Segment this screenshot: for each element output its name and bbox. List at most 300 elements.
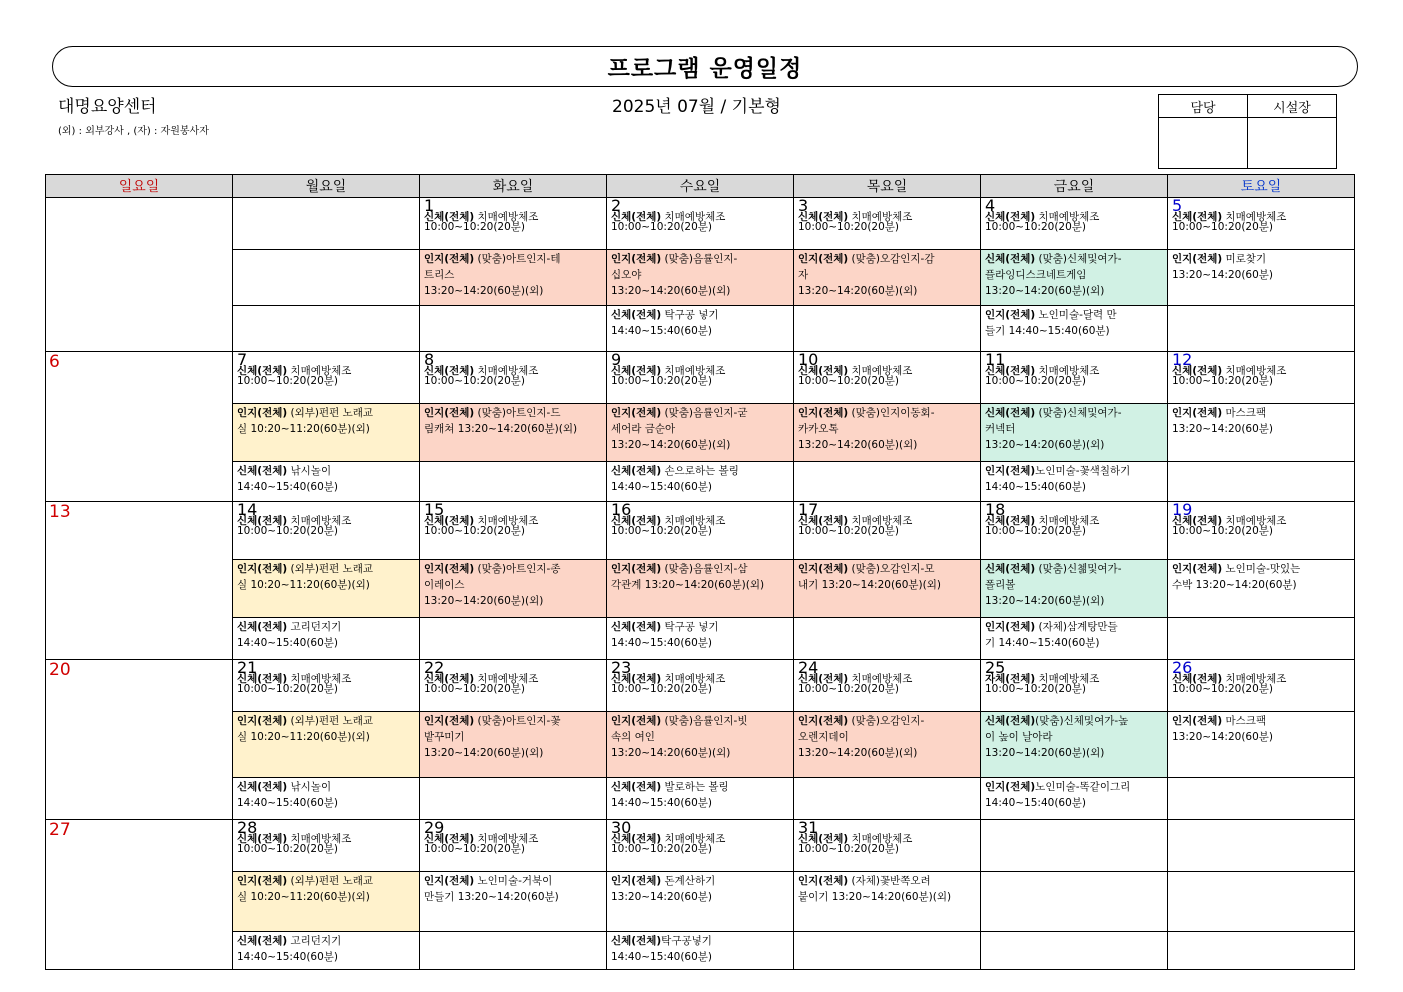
- activity-time: 10:00~10:20(20분): [237, 683, 339, 695]
- activity-title: (맞춤)아트인지-테: [474, 253, 561, 265]
- day-slot-cell: [420, 306, 607, 352]
- weekday-thursday: 목요일: [794, 175, 981, 198]
- activity-tag: 신체(전체): [611, 621, 662, 633]
- activity-tag: 신체(전체): [985, 715, 1036, 727]
- program-activity: [424, 561, 603, 577]
- activity-tag: 인지(전체): [424, 875, 475, 887]
- calendar-row: [46, 462, 1355, 502]
- day-slot-cell: [794, 618, 981, 660]
- activity-detail: 림캐쳐 13:20~14:20(60분)(외): [424, 423, 578, 435]
- sunday-cell: [46, 660, 233, 820]
- day-slot-cell: [794, 306, 981, 352]
- program-activity: [985, 619, 1164, 635]
- program-activity: [237, 713, 416, 729]
- activity-detail: 13:20~14:20(60분)(외): [985, 747, 1105, 759]
- day-slot-cell: [1168, 820, 1355, 872]
- activity-title: 치매예방체조: [1035, 673, 1100, 685]
- activity-title: 노인미술-꽃색칠하기: [1035, 465, 1131, 477]
- activity-tag: 신체(전체): [611, 935, 662, 947]
- activity-title: 고리던지기: [287, 621, 342, 633]
- activity-title: 치매예방체조: [848, 365, 913, 377]
- day-slot-cell: [981, 352, 1168, 404]
- activity-tag: 자체(전체): [985, 673, 1036, 685]
- activity-title: 탁구공 넣기: [661, 309, 719, 321]
- approval-sign-manager[interactable]: [1159, 118, 1248, 169]
- activity-tag: 인지(전체): [237, 715, 288, 727]
- day-slot-cell: [1168, 618, 1355, 660]
- activity-detail: 13:20~14:20(60분): [611, 891, 713, 903]
- day-slot-cell: [233, 872, 420, 932]
- activity-title: 치매예방체조: [287, 365, 352, 377]
- day-slot-cell: [607, 660, 794, 712]
- activity-detail: 14:40~15:40(60분): [611, 637, 713, 649]
- activity-tag: 인지(전체): [798, 563, 849, 575]
- activity-tag: 인지(전체): [611, 407, 662, 419]
- activity-detail: 이레이스: [424, 579, 465, 591]
- activity-title: (맞춤)오감인지-감: [848, 253, 935, 265]
- activity-tag: 신체(전체): [985, 563, 1036, 575]
- program-activity: [237, 933, 416, 949]
- activity-tag: 인지(전체): [237, 407, 288, 419]
- activity-tag: 인지(전체): [237, 563, 288, 575]
- day-slot-cell: [420, 352, 607, 404]
- activity-tag: 인지(전체): [798, 253, 849, 265]
- activity-tag: 인지(전체): [798, 407, 849, 419]
- day-slot-cell: [607, 352, 794, 404]
- activity-detail: 13:20~14:20(60분)(외): [424, 285, 544, 297]
- activity-detail: 13:20~14:20(60분)(외): [798, 439, 918, 451]
- activity-title: 손으로하는 볼링: [661, 465, 739, 477]
- activity-title: (자체)꽃반쪽오려: [848, 875, 931, 887]
- day-slot-cell: [607, 618, 794, 660]
- day-number: 26: [1172, 659, 1193, 677]
- program-activity: [424, 405, 603, 421]
- activity-tag: 신체(전체): [611, 781, 662, 793]
- calendar-row: [46, 352, 1355, 404]
- program-activity: [611, 933, 790, 949]
- activity-title: 낚시놀이: [287, 781, 332, 793]
- activity-detail: 트리스: [424, 269, 455, 281]
- day-slot-cell: [981, 820, 1168, 872]
- day-slot-cell: [1168, 660, 1355, 712]
- activity-title: 치매예방체조: [661, 211, 726, 223]
- activity-detail: 만들기 13:20~14:20(60분): [424, 891, 559, 903]
- activity-time: 10:00~10:20(20분): [985, 375, 1087, 387]
- day-slot-cell: [420, 198, 607, 250]
- activity-detail: 실 10:20~11:20(60분)(외): [237, 579, 370, 591]
- calendar-row: [46, 502, 1355, 560]
- activity-detail: 13:20~14:20(60분)(외): [798, 285, 918, 297]
- day-slot-cell: [794, 712, 981, 778]
- activity-title: (맞춤)음률인지-빗: [661, 715, 748, 727]
- program-activity: [237, 405, 416, 421]
- program-activity: [798, 251, 977, 267]
- sunday-cell: [46, 198, 233, 352]
- day-slot-cell: [1168, 932, 1355, 970]
- activity-title: 치매예방체조: [661, 515, 726, 527]
- activity-time: 10:00~10:20(20분): [985, 683, 1087, 695]
- activity-tag: 신체(전체): [237, 673, 288, 685]
- activity-detail: 14:40~15:40(60분): [237, 951, 339, 963]
- activity-tag: 신체(전체): [424, 365, 475, 377]
- activity-detail: 폴리볼: [985, 579, 1016, 591]
- schedule-period: 2025년 07월 / 기본형: [612, 97, 781, 117]
- day-slot-cell: [981, 872, 1168, 932]
- calendar-row: [46, 250, 1355, 306]
- activity-detail: 13:20~14:20(60분): [1172, 269, 1274, 281]
- day-slot-cell: [420, 778, 607, 820]
- program-activity: [798, 561, 977, 577]
- approval-label-director: 시설장: [1248, 95, 1337, 118]
- activity-detail: 14:40~15:40(60분): [237, 637, 339, 649]
- activity-detail: 밭꾸미기: [424, 731, 465, 743]
- activity-detail: 13:20~14:20(60분)(외): [424, 747, 544, 759]
- weekday-friday: 금요일: [981, 175, 1168, 198]
- day-number: 31: [798, 819, 819, 837]
- activity-detail: 실 10:20~11:20(60분)(외): [237, 731, 370, 743]
- day-slot-cell: [420, 250, 607, 306]
- activity-tag: 인지(전체): [424, 407, 475, 419]
- day-slot-cell: [233, 352, 420, 404]
- activity-detail: 각관계 13:20~14:20(60분)(외): [611, 579, 765, 591]
- activity-time: 10:00~10:20(20분): [985, 525, 1087, 537]
- activity-detail: 내기 13:20~14:20(60분)(외): [798, 579, 941, 591]
- activity-tag: 신체(전체): [985, 253, 1036, 265]
- activity-detail: 실 10:20~11:20(60분)(외): [237, 423, 370, 435]
- program-activity: [985, 779, 1164, 795]
- activity-title: (맞춤)아트인지-드: [474, 407, 561, 419]
- day-slot-cell: [1168, 462, 1355, 502]
- activity-tag: 신체(전체): [424, 211, 475, 223]
- approval-label-manager: 담당: [1159, 95, 1248, 118]
- day-number: 14: [237, 501, 258, 519]
- day-slot-cell: [981, 502, 1168, 560]
- day-slot-cell: [420, 462, 607, 502]
- day-slot-cell: [607, 502, 794, 560]
- day-slot-cell: [607, 872, 794, 932]
- day-slot-cell: [1168, 250, 1355, 306]
- day-slot-cell: [981, 932, 1168, 970]
- calendar-row: [46, 660, 1355, 712]
- day-slot-cell: [607, 404, 794, 462]
- calendar-row: [46, 404, 1355, 462]
- activity-tag: 신체(전체): [985, 407, 1036, 419]
- activity-title: (외부)펀펀 노래교: [287, 563, 374, 575]
- activity-title: (맞춤)신체및여가-: [1035, 253, 1122, 265]
- activity-title: 노인미술-맛있는: [1222, 563, 1301, 575]
- activity-time: 10:00~10:20(20분): [424, 843, 526, 855]
- activity-time: 10:00~10:20(20분): [424, 683, 526, 695]
- day-number: 30: [611, 819, 632, 837]
- day-slot-cell: [981, 618, 1168, 660]
- activity-detail: 커넥터: [985, 423, 1016, 435]
- activity-tag: 신체(전체): [985, 365, 1036, 377]
- activity-tag: 신체(전체): [985, 515, 1036, 527]
- day-slot-cell: [233, 404, 420, 462]
- day-number: 15: [424, 501, 445, 519]
- program-activity: [611, 405, 790, 421]
- sunday-cell: [46, 352, 233, 502]
- day-number: 19: [1172, 501, 1193, 519]
- activity-title: 돈계산하기: [661, 875, 716, 887]
- approval-sign-director[interactable]: [1248, 118, 1337, 169]
- page-title: 프로그램 운영일정: [52, 46, 1358, 87]
- activity-title: (외부)펀펀 노래교: [287, 715, 374, 727]
- day-number: 11: [985, 351, 1006, 369]
- day-slot-cell: [794, 932, 981, 970]
- day-slot-cell: [794, 560, 981, 618]
- day-number: 12: [1172, 351, 1193, 369]
- day-slot-cell: [1168, 352, 1355, 404]
- activity-detail: 14:40~15:40(60분): [611, 481, 713, 493]
- program-activity: [985, 713, 1164, 729]
- activity-tag: 인지(전체): [424, 715, 475, 727]
- day-slot-cell: [981, 404, 1168, 462]
- activity-title: (자체)삼계탕만들: [1035, 621, 1118, 633]
- activity-tag: 신체(전체): [611, 673, 662, 685]
- day-slot-cell: [420, 872, 607, 932]
- activity-title: 치매예방체조: [287, 673, 352, 685]
- activity-title: (맞춤)오감인지-모: [848, 563, 935, 575]
- calendar-row: [46, 778, 1355, 820]
- center-name: 대명요양센터: [58, 97, 157, 117]
- day-slot-cell: [420, 502, 607, 560]
- day-slot-cell: [981, 660, 1168, 712]
- activity-title: 마스크팩: [1222, 407, 1267, 419]
- activity-tag: 신체(전체): [611, 365, 662, 377]
- activity-detail: 오렌지데이: [798, 731, 849, 743]
- activity-tag: 인지(전체): [611, 563, 662, 575]
- activity-detail: 세어라 금순아: [611, 423, 676, 435]
- activity-tag: 인지(전체): [985, 309, 1036, 321]
- activity-tag: 신체(전체): [424, 833, 475, 845]
- day-slot-cell: [233, 198, 420, 250]
- activity-title: 치매예방체조: [287, 833, 352, 845]
- day-slot-cell: [981, 778, 1168, 820]
- sunday-date: 6: [49, 352, 60, 372]
- day-slot-cell: [1168, 712, 1355, 778]
- program-activity: [798, 713, 977, 729]
- activity-time: 10:00~10:20(20분): [237, 525, 339, 537]
- activity-title: 치매예방체조: [848, 833, 913, 845]
- activity-tag: 신체(전체): [237, 781, 288, 793]
- day-slot-cell: [794, 502, 981, 560]
- activity-detail: 13:20~14:20(60분)(외): [611, 285, 731, 297]
- activity-title: (맞춤)신체및여가-: [1035, 407, 1122, 419]
- activity-time: 10:00~10:20(20분): [424, 375, 526, 387]
- activity-tag: 신체(전체): [237, 833, 288, 845]
- activity-detail: 13:20~14:20(60분): [1172, 423, 1274, 435]
- day-slot-cell: [1168, 778, 1355, 820]
- activity-time: 10:00~10:20(20분): [798, 525, 900, 537]
- day-slot-cell: [607, 712, 794, 778]
- activity-title: (맞춤)음률인지-삼: [661, 563, 748, 575]
- weekday-wednesday: 수요일: [607, 175, 794, 198]
- day-number: 9: [611, 351, 622, 369]
- day-slot-cell: [794, 778, 981, 820]
- day-slot-cell: [420, 618, 607, 660]
- program-activity: [985, 251, 1164, 267]
- program-activity: [798, 405, 977, 421]
- activity-tag: 인지(전체): [611, 253, 662, 265]
- day-slot-cell: [794, 198, 981, 250]
- day-number: 22: [424, 659, 445, 677]
- sunday-date: 20: [49, 660, 71, 680]
- activity-time: 10:00~10:20(20분): [798, 843, 900, 855]
- activity-title: 낚시놀이: [287, 465, 332, 477]
- activity-tag: 인지(전체): [985, 621, 1036, 633]
- day-number: 2: [611, 197, 622, 215]
- program-activity: [237, 463, 416, 479]
- activity-tag: 신체(전체): [798, 515, 849, 527]
- day-number: 24: [798, 659, 819, 677]
- weekday-monday: 월요일: [233, 175, 420, 198]
- day-slot-cell: [607, 820, 794, 872]
- activity-title: 마스크팩: [1222, 715, 1267, 727]
- activity-tag: 신체(전체): [985, 211, 1036, 223]
- program-activity: [985, 405, 1164, 421]
- day-slot-cell: [794, 872, 981, 932]
- activity-detail: 14:40~15:40(60분): [985, 481, 1087, 493]
- activity-detail: 자: [798, 269, 809, 281]
- activity-title: (맞춤)음률인지-굳: [661, 407, 748, 419]
- activity-time: 10:00~10:20(20분): [985, 221, 1087, 233]
- calendar-row: [46, 560, 1355, 618]
- day-slot-cell: [420, 660, 607, 712]
- day-number: 17: [798, 501, 819, 519]
- activity-detail: 13:20~14:20(60분)(외): [611, 747, 731, 759]
- activity-title: 치매예방체조: [1222, 515, 1287, 527]
- activity-title: 치매예방체조: [661, 365, 726, 377]
- activity-title: 치매예방체조: [661, 673, 726, 685]
- day-number: 10: [798, 351, 819, 369]
- activity-title: 노인미술-거북이: [474, 875, 553, 887]
- day-slot-cell: [420, 712, 607, 778]
- activity-tag: 신체(전체): [798, 211, 849, 223]
- day-slot-cell: [981, 560, 1168, 618]
- day-slot-cell: [1168, 502, 1355, 560]
- day-slot-cell: [233, 560, 420, 618]
- day-number: 23: [611, 659, 632, 677]
- day-slot-cell: [1168, 306, 1355, 352]
- activity-title: 치매예방체조: [661, 833, 726, 845]
- calendar-row: [46, 712, 1355, 778]
- activity-tag: 신체(전체): [424, 673, 475, 685]
- activity-tag: 신체(전체): [611, 515, 662, 527]
- day-number: 28: [237, 819, 258, 837]
- day-slot-cell: [981, 198, 1168, 250]
- program-activity: [237, 561, 416, 577]
- program-activity: [1172, 713, 1351, 729]
- day-slot-cell: [420, 820, 607, 872]
- activity-detail: 속의 여인: [611, 731, 655, 743]
- activity-time: 10:00~10:20(20분): [1172, 375, 1274, 387]
- sunday-cell: [46, 820, 233, 970]
- day-slot-cell: [794, 462, 981, 502]
- activity-title: 탁구공 넣기: [661, 621, 719, 633]
- activity-tag: 신체(전체): [237, 935, 288, 947]
- activity-tag: 신체(전체): [798, 365, 849, 377]
- day-slot-cell: [420, 404, 607, 462]
- activity-detail: 13:20~14:20(60분)(외): [424, 595, 544, 607]
- day-slot-cell: [233, 712, 420, 778]
- activity-detail: 들기 14:40~15:40(60분): [985, 325, 1110, 337]
- calendar-row: [46, 932, 1355, 970]
- activity-tag: 신체(전체): [237, 465, 288, 477]
- day-slot-cell: [233, 502, 420, 560]
- day-slot-cell: [233, 932, 420, 970]
- calendar-row: [46, 820, 1355, 872]
- day-number: 5: [1172, 197, 1183, 215]
- day-number: 25: [985, 659, 1006, 677]
- activity-tag: 신체(전체): [424, 515, 475, 527]
- sunday-cell: [46, 502, 233, 660]
- day-number: 7: [237, 351, 248, 369]
- activity-tag: 신체(전체): [798, 673, 849, 685]
- activity-detail: 이 높이 날아라: [985, 731, 1053, 743]
- activity-detail: 실 10:20~11:20(60분)(외): [237, 891, 370, 903]
- activity-detail: 붙이기 13:20~14:20(60분)(외): [798, 891, 952, 903]
- activity-title: 치매예방체조: [474, 365, 539, 377]
- activity-tag: 신체(전체): [611, 465, 662, 477]
- program-activity: [424, 251, 603, 267]
- program-activity: [611, 619, 790, 635]
- day-slot-cell: [1168, 198, 1355, 250]
- activity-tag: 신체(전체): [611, 833, 662, 845]
- activity-detail: 13:20~14:20(60분)(외): [798, 747, 918, 759]
- activity-tag: 인지(전체): [1172, 253, 1223, 265]
- activity-time: 10:00~10:20(20분): [611, 221, 713, 233]
- activity-title: (외부)펀펀 노래교: [287, 407, 374, 419]
- day-slot-cell: [607, 932, 794, 970]
- activity-title: 치매예방체조: [474, 673, 539, 685]
- program-activity: [424, 713, 603, 729]
- sunday-date: 27: [49, 820, 71, 840]
- day-slot-cell: [607, 250, 794, 306]
- calendar-body: [46, 198, 1355, 970]
- day-slot-cell: [233, 462, 420, 502]
- activity-detail: 14:40~15:40(60분): [611, 797, 713, 809]
- day-slot-cell: [794, 660, 981, 712]
- day-slot-cell: [233, 618, 420, 660]
- program-activity: [237, 873, 416, 889]
- day-slot-cell: [233, 306, 420, 352]
- calendar-row: [46, 618, 1355, 660]
- activity-tag: 신체(전체): [1172, 515, 1223, 527]
- activity-title: 노인미술-똑같이그리: [1035, 781, 1131, 793]
- activity-detail: 14:40~15:40(60분): [237, 797, 339, 809]
- day-slot-cell: [981, 250, 1168, 306]
- activity-tag: 인지(전체): [237, 875, 288, 887]
- activity-tag: 인지(전체): [424, 563, 475, 575]
- activity-tag: 신체(전체): [237, 365, 288, 377]
- activity-title: 치매예방체조: [848, 515, 913, 527]
- day-slot-cell: [607, 778, 794, 820]
- activity-time: 10:00~10:20(20분): [611, 683, 713, 695]
- calendar-row: [46, 198, 1355, 250]
- day-number: 21: [237, 659, 258, 677]
- activity-title: 치매예방체조: [474, 211, 539, 223]
- activity-detail: 13:20~14:20(60분)(외): [985, 285, 1105, 297]
- program-activity: [424, 873, 603, 889]
- activity-tag: 인지(전체): [798, 875, 849, 887]
- day-slot-cell: [794, 352, 981, 404]
- activity-time: 10:00~10:20(20분): [611, 843, 713, 855]
- activity-detail: 14:40~15:40(60분): [237, 481, 339, 493]
- activity-time: 10:00~10:20(20분): [424, 221, 526, 233]
- calendar-table: [45, 174, 1355, 970]
- day-slot-cell: [1168, 404, 1355, 462]
